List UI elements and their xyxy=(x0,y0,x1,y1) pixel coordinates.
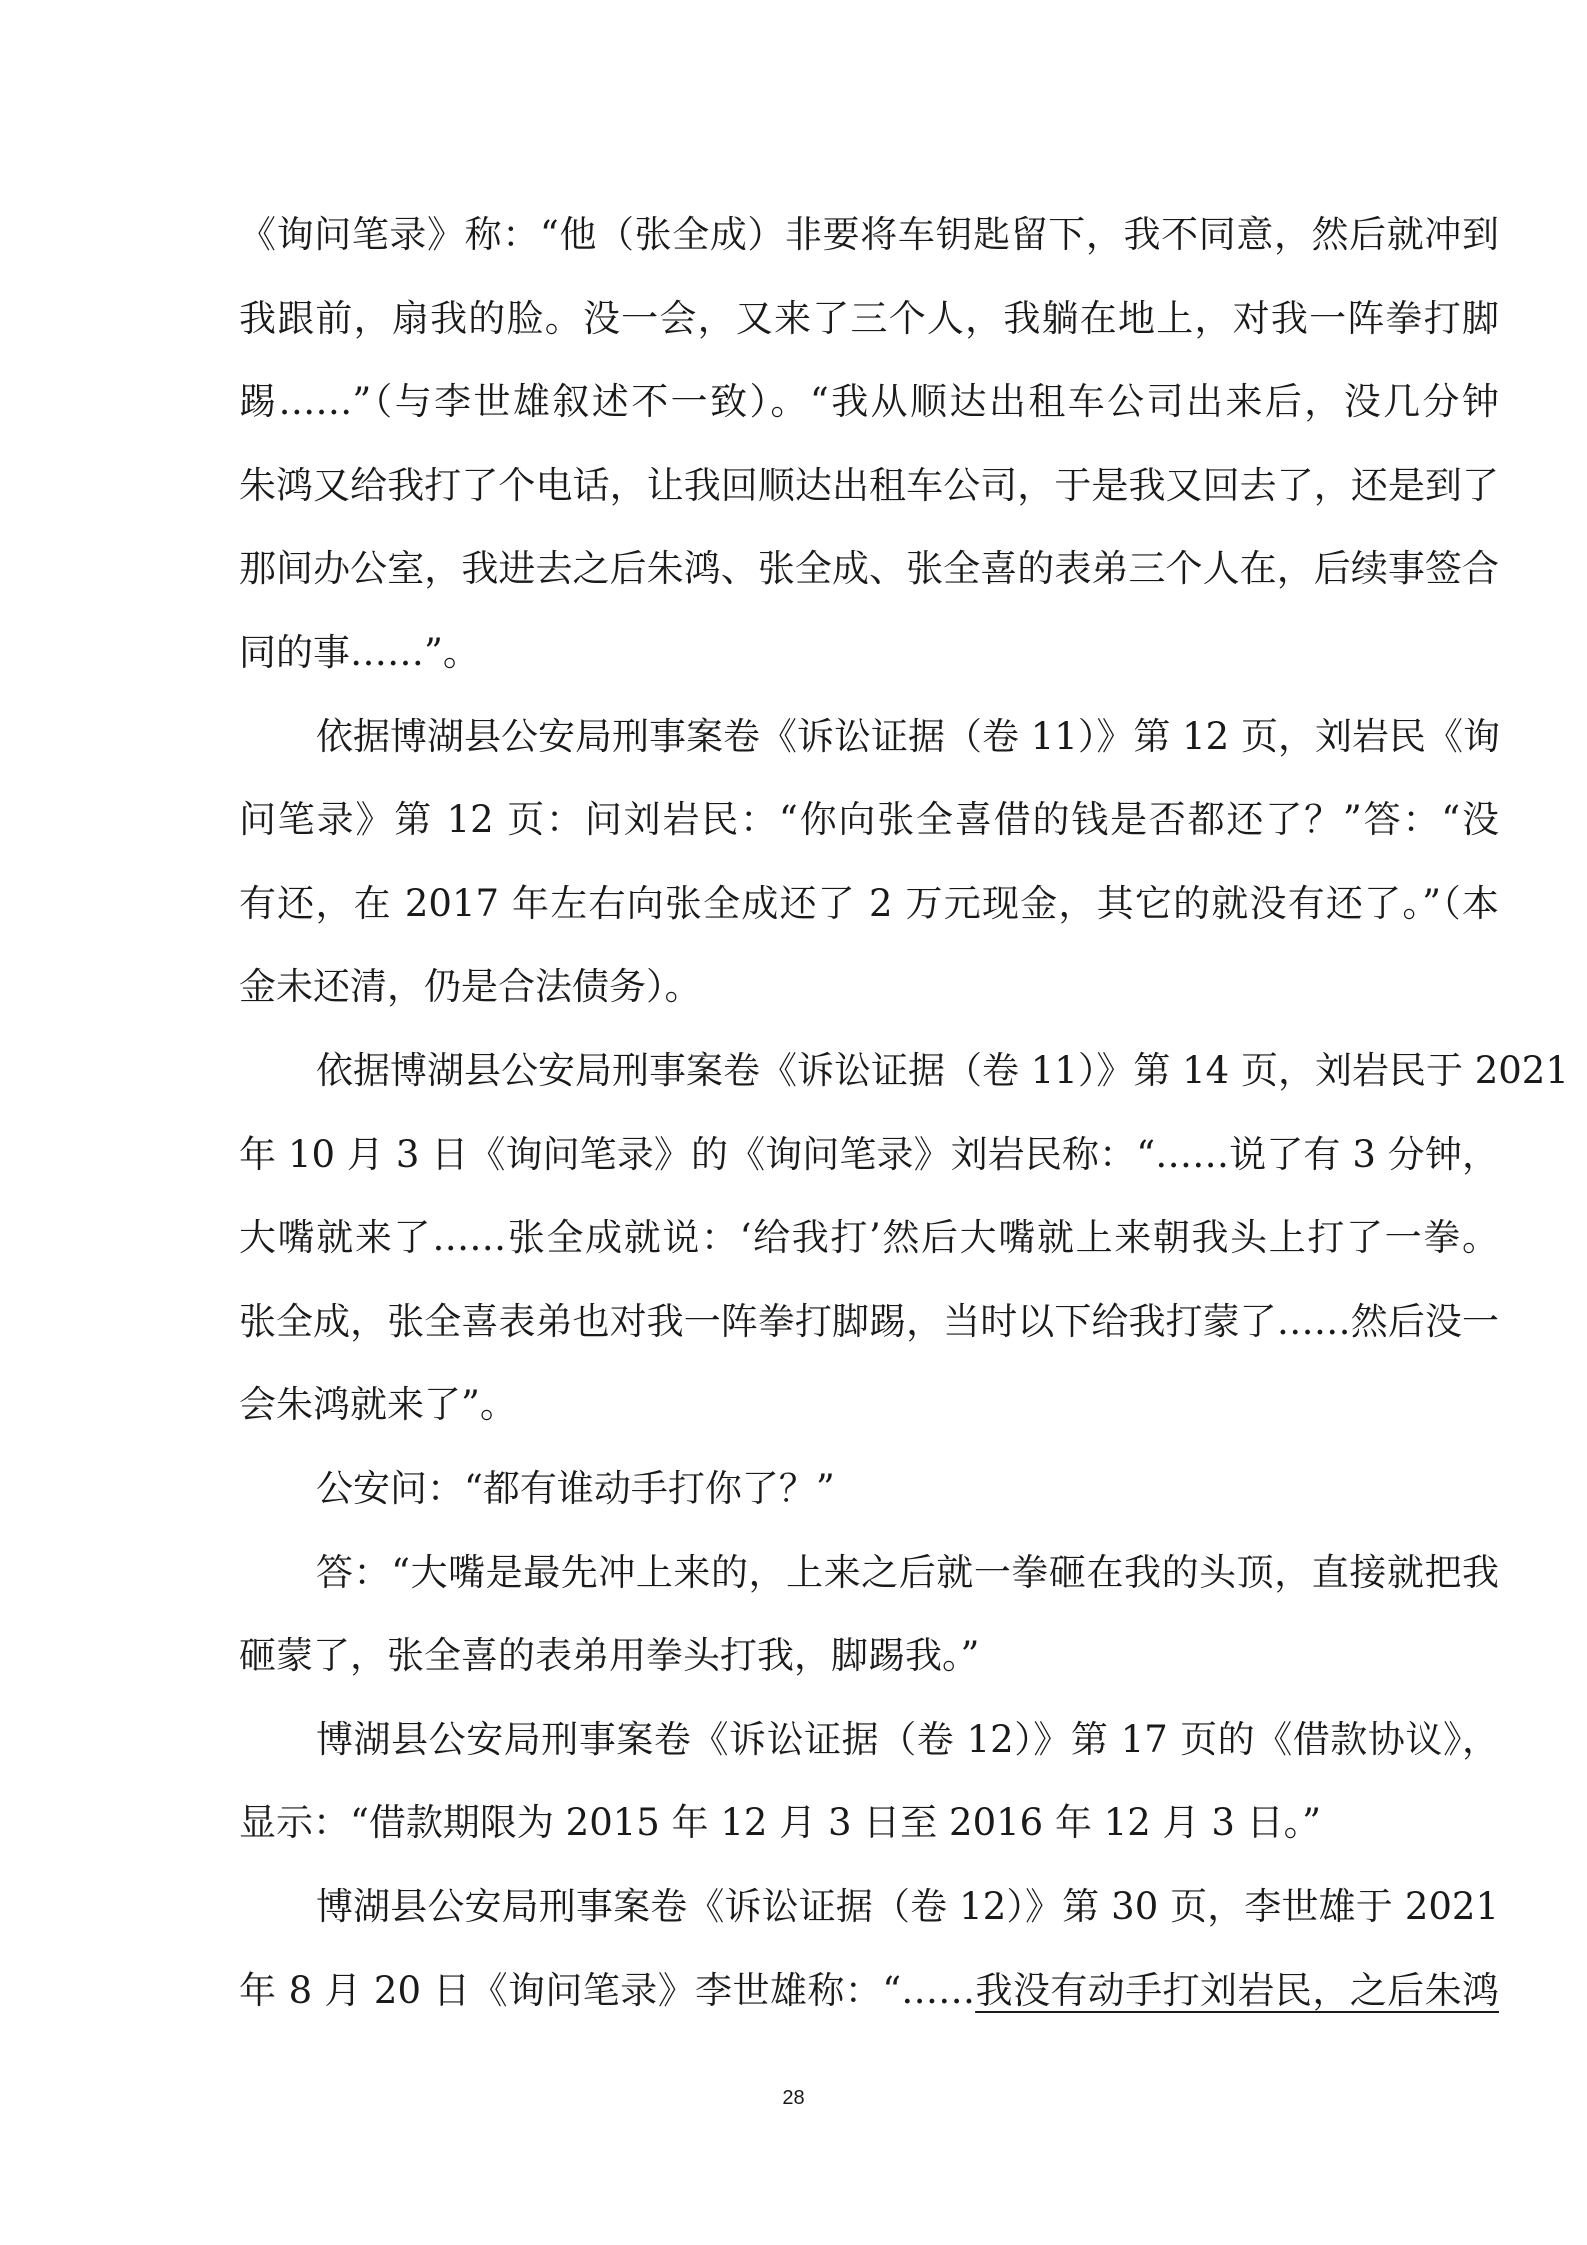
text-line: 《询问笔录》称：“他（张全成）非要将车钥匙留下，我不同意，然后就冲到 xyxy=(239,213,1499,256)
text-line: 砸蒙了，张全喜的表弟用拳头打我，脚踢我。” xyxy=(239,1634,980,1677)
text-line: 问笔录》第 12 页：问刘岩民：“你向张全喜借的钱是否都还了？”答：“没 xyxy=(239,798,1499,841)
paragraph-first-line: 公安问：“都有谁动手打你了？” xyxy=(316,1467,835,1510)
text-line: 金未还清，仍是合法债务）。 xyxy=(239,965,702,1008)
text-line: 那间办公室，我进去之后朱鸿、张全成、张全喜的表弟三个人在，后续事签合 xyxy=(239,547,1499,590)
page-number: 28 xyxy=(782,2087,805,2109)
text-line: 踢……”（与李世雄叙述不一致）。“我从顺达出租车公司出来后，没几分钟 xyxy=(239,380,1499,423)
paragraph-first-line: 依据博湖县公安局刑事案卷《诉讼证据（卷 11）》第 14 页，刘岩民于 2021 xyxy=(316,1049,1569,1092)
paragraph-first-line: 依据博湖县公安局刑事案卷《诉讼证据（卷 11）》第 12 页，刘岩民《询 xyxy=(316,715,1500,758)
text-line: 会朱鸿就来了”。 xyxy=(239,1383,517,1426)
text-line xyxy=(239,1969,1499,2012)
text-line: 我跟前，扇我的脸。没一会，又来了三个人，我躺在地上，对我一阵拳打脚 xyxy=(239,297,1499,340)
text-line: 张全成，张全喜表弟也对我一阵拳打脚踢，当时以下给我打蒙了……然后没一 xyxy=(239,1300,1499,1343)
text-segment: 年 8 月 20 日《询问笔录》李世雄称：“…… xyxy=(239,1969,976,2012)
text-line: 同的事……”。 xyxy=(239,631,480,674)
text-line: 大嘴就来了……张全成就说：‘给我打’然后大嘴就上来朝我头上打了一拳。 xyxy=(239,1216,1499,1259)
underlined-text: 我没有动手打刘岩民，之后朱鸿 xyxy=(975,1969,1499,2012)
paragraph-first-line: 博湖县公安局刑事案卷《诉讼证据（卷 12）》第 30 页，李世雄于 2021 xyxy=(316,1885,1499,1928)
text-line: 朱鸿又给我打了个电话，让我回顺达出租车公司，于是我又回去了，还是到了 xyxy=(239,464,1499,507)
text-line: 年 10 月 3 日《询问笔录》的《询问笔录》刘岩民称：“……说了有 3 分钟， xyxy=(239,1133,1499,1176)
paragraph-first-line: 答：“大嘴是最先冲上来的，上来之后就一拳砸在我的头顶，直接就把我 xyxy=(316,1551,1499,1594)
paragraph-first-line: 博湖县公安局刑事案卷《诉讼证据（卷 12）》第 17 页的《借款协议》， xyxy=(316,1718,1499,1761)
text-line: 显示：“借款期限为 2015 年 12 月 3 日至 2016 年 12 月 3 日。” xyxy=(239,1801,1322,1844)
text-line: 有还，在 2017 年左右向张全成还了 2 万元现金，其它的就没有还了。”（本 xyxy=(239,882,1499,925)
